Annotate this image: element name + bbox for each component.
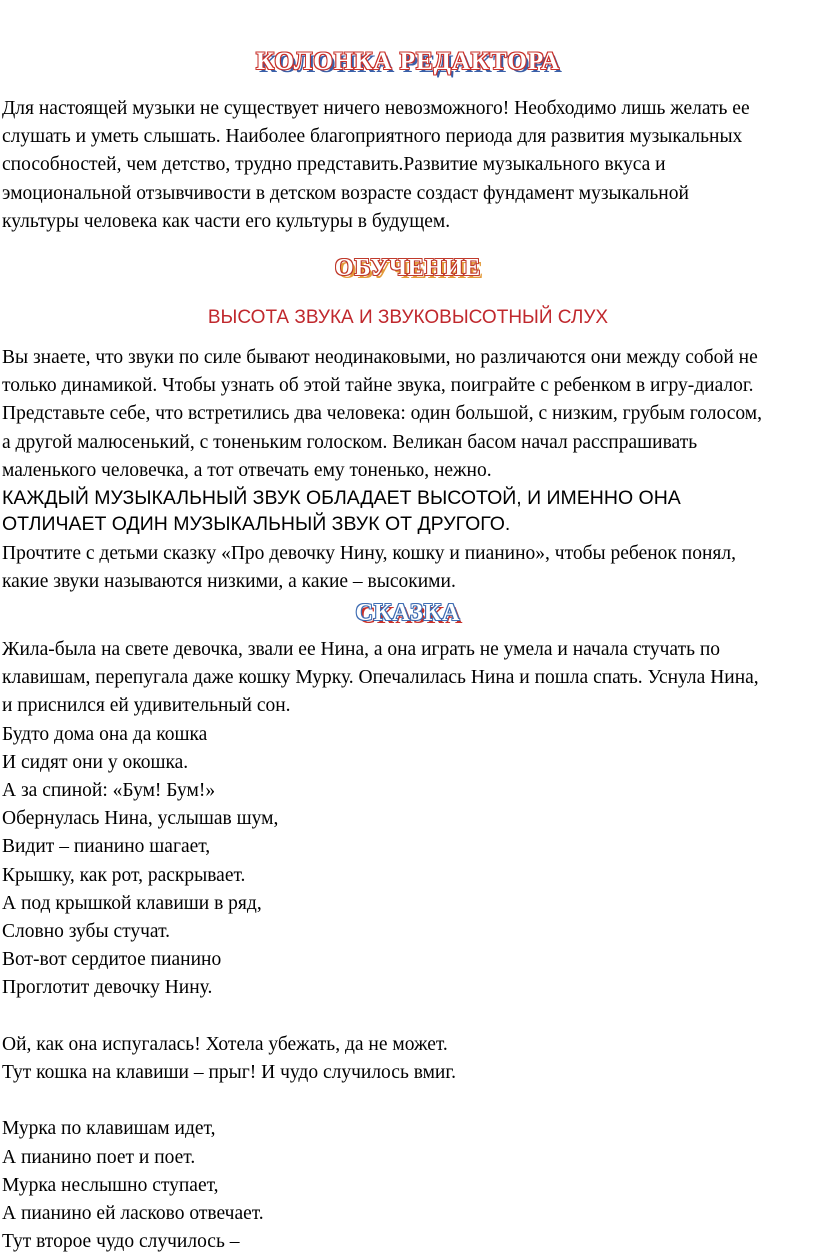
text-line: эмоциональной отзывчивости в детском возрасте создаст фундамент музыкальной xyxy=(2,182,689,204)
text-line: клавишам, перепугала даже кошку Мурку. Опечалилась Нина и пошла спать. Уснула Нина, xyxy=(2,667,759,689)
text-line: культуры человека как части его культуры в будущем. xyxy=(2,210,451,232)
text-line: Мурка по клавишам идет, xyxy=(2,1118,216,1140)
text-line: А пианино ей ласково отвечает. xyxy=(2,1203,264,1225)
text-line: Словно зубы стучат. xyxy=(2,921,170,943)
tale-intro-paragraph xyxy=(2,540,814,596)
blank-line xyxy=(2,1003,814,1031)
editor-paragraph xyxy=(2,95,814,236)
text-line: И сидят они у окошка. xyxy=(2,751,189,773)
tale-section-title: СКАЗКА xyxy=(355,600,461,626)
text-line: КАЖДЫЙ МУЗЫКАЛЬНЫЙ ЗВУК ОБЛАДАЕТ ВЫСОТОЙ, И ИМЕННО ОНА xyxy=(2,487,681,509)
editor-column-title: КОЛОНКА РЕДАКТОРА xyxy=(256,48,560,75)
text-line: Вот-вот сердитое пианино xyxy=(2,949,222,971)
text-line: ОТЛИЧАЕТ ОДИН МУЗЫКАЛЬНЫЙ ЗВУК ОТ ДРУГОГО. xyxy=(2,513,511,535)
text-line: Обернулась Нина, услышав шум, xyxy=(2,808,279,830)
text-line: только динамикой. Чтобы узнать об этой тайне звука, поиграйте с ребенком в игру-диалог. xyxy=(2,375,754,397)
text-line: Видит – пианино шагает, xyxy=(2,836,211,858)
text-line: А под крышкой клавиши в ряд, xyxy=(2,892,262,914)
text-line: Вы знаете, что звуки по силе бывают неодинаковыми, но различаются они между собой не xyxy=(2,347,758,368)
text-line: какие звуки называются низкими, а какие – высокими. xyxy=(2,571,456,593)
text-line: а другой малюсенький, с тоненьким голоском. Великан басом начал расспрашивать xyxy=(2,431,698,453)
text-line: Представьте себе, что встретились два человека: один большой, с низким, грубым голосом, xyxy=(2,403,763,425)
text-line: А за спиной: «Бум! Бум!» xyxy=(2,780,216,802)
text-line: Крышку, как рот, раскрывает. xyxy=(2,864,246,886)
text-line: Проглотит девочку Нину. xyxy=(2,977,213,999)
text-line: А пианино поет и поет. xyxy=(2,1146,196,1168)
text-line: Будто дома она да кошка xyxy=(2,723,208,745)
text-line: маленького человечка, а тот отвечать ему тоненько, нежно. xyxy=(2,459,492,481)
text-line: Тут кошка на клавиши – прыг! И чудо случилось вмиг. xyxy=(2,1062,457,1084)
text-line: Ой, как она испугалась! Хотела убежать, да не может. xyxy=(2,1033,448,1055)
text-line: Для настоящей музыки не существует ничего невозможного! Необходимо лишь желать ее xyxy=(2,98,750,119)
learning-subtitle: ВЫСОТА ЗВУКА И ЗВУКОВЫСОТНЫЙ СЛУХ xyxy=(207,307,609,328)
learning-paragraph xyxy=(2,344,814,485)
text-line: Тут второе чудо случилось – xyxy=(2,1231,240,1253)
text-line: слушать и уметь слышать. Наиболее благоприятного периода для развития музыкальных xyxy=(2,126,743,148)
learning-section-title: ОБУЧЕНИЕ xyxy=(334,255,482,281)
tale-text xyxy=(2,636,814,1256)
text-line: способностей, чем детство, трудно представить.Развитие музыкального вкуса и xyxy=(2,154,666,176)
text-line: Жила-была на свете девочка, звали ее Нина, а она играть не умела и начала стучать по xyxy=(2,639,721,660)
text-line: Мурка неслышно ступает, xyxy=(2,1174,219,1196)
blank-line xyxy=(2,1087,814,1115)
caps-statement xyxy=(2,485,814,537)
text-line: и приснился ей удивительный сон. xyxy=(2,695,291,717)
text-line: Прочтите с детьми сказку «Про девочку Нину, кошку и пианино», чтобы ребенок понял, xyxy=(2,543,736,564)
